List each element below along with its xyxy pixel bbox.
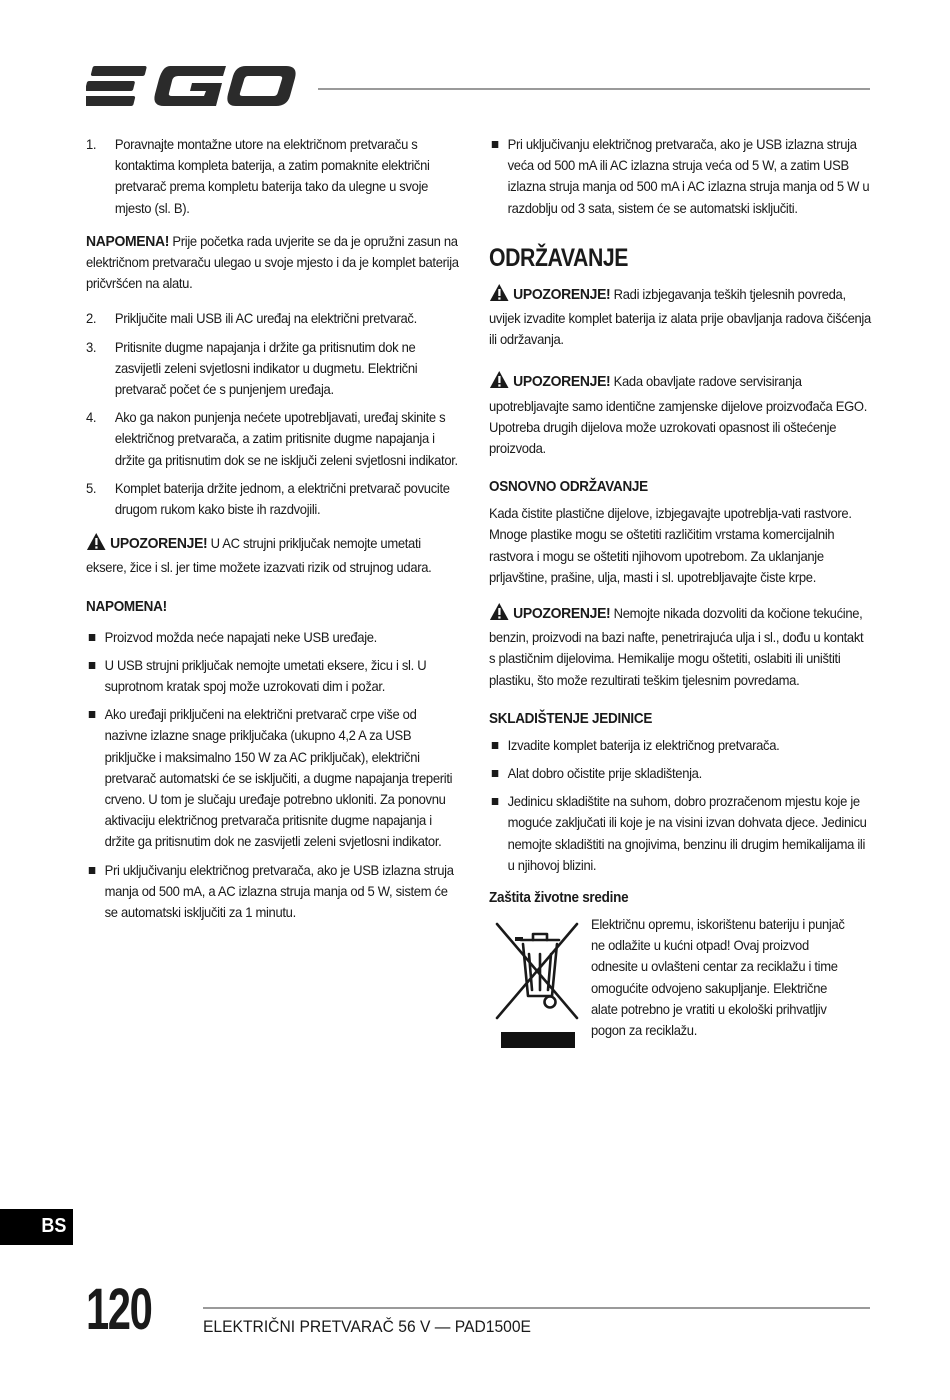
page-number: 120 [86, 1277, 152, 1342]
environment-heading: Zaštita životne sredine [489, 889, 629, 907]
footer-rule [203, 1307, 870, 1309]
note-heading: NAPOMENA! [86, 597, 167, 615]
note-paragraph [86, 231, 461, 295]
bullet-square-icon [489, 735, 508, 756]
step-4 [86, 407, 461, 471]
bullet-text: Izvadite komplet baterija iz električnog pretvarača. [507, 736, 780, 753]
bullet-item [86, 860, 461, 924]
bullet-item [86, 655, 461, 697]
crossed-out-bin-icon [489, 914, 591, 1054]
warning-text: Radi izbjegavanja teških tjelesnih povreda, uvijek izvadite komplet baterija iz alata prije obavljanja radova čišćenja ili održavanja. [489, 285, 871, 348]
ego-logo-mark [86, 62, 298, 112]
step-number: 4. [86, 409, 97, 426]
warning-label: UPOZORENJE! [513, 373, 611, 391]
bullet-item [489, 763, 872, 784]
warning-text: Nemojte nikada dozvoliti da kočione tekućine, benzin, proizvodi na bazi nafte, penetrirajuća ulja i sl., dođu u kontakt s plastičnim dijelovima. Hemikalije mogu oštetiti, oslabiti ili uništiti plastiku, što može rezultirati teškim tjelesnim povredama. [489, 605, 864, 688]
step-text: Komplet baterija držite jednom, a električni pretvarač povucite drugom rukom kako biste ih razdvojili. [114, 479, 450, 518]
bullet-square-icon [86, 860, 105, 924]
bullet-square-icon [489, 791, 508, 876]
bullet-item [489, 791, 872, 876]
bullet-square-icon [86, 655, 105, 697]
warning-icon [86, 532, 106, 557]
right-column [489, 134, 872, 1055]
step-number: 3. [86, 338, 97, 355]
bullet-square-icon [86, 627, 105, 648]
step-number: 2. [86, 310, 97, 327]
bullet-item [489, 134, 872, 219]
warning-paragraph [86, 532, 461, 578]
note-label: NAPOMENA! [86, 232, 170, 250]
warning-label: UPOZORENJE! [513, 605, 611, 623]
bullet-square-icon [86, 704, 105, 852]
black-bar-symbol [501, 1032, 575, 1048]
warning-icon [489, 283, 509, 308]
warning-icon [489, 370, 509, 395]
bullet-text: Pri uključivanju električnog pretvarača, ako je USB izlazna struja manja od 500 mA, a AC izlazna struja manja od 5 W, sistem će se automatski isključiti za 1 minutu. [104, 861, 454, 921]
warning-paragraph [489, 370, 872, 459]
warning-label: UPOZORENJE! [513, 285, 611, 303]
step-text: Poravnajte montažne utore na električnom pretvaraču s kontaktima kompleta baterija, a zatim pomaknite električni pretvarač prema kompletu baterija tako da ulegne u svoje mjesto (sl. B). [114, 136, 430, 216]
left-column [86, 134, 461, 930]
step-3 [86, 337, 461, 401]
maintenance-heading: ODRŽAVANJE [489, 243, 629, 272]
bullet-text: Proizvod možda neće napajati neke USB uređaje. [104, 628, 377, 645]
footer-title: ELEKTRIČNI PRETVARAČ 56 V — PAD1500E [203, 1317, 531, 1336]
bullet-square-icon [489, 763, 508, 784]
bullet-text: Pri uključivanju električnog pretvarača, ako je USB izlazna struja veća od 500 mA ili AC izlazna struja veća od 5 W, a zatim USB izlazna struja manja od 500 mA i AC izlazna struja manja od 5 W u razdoblju od 3 sata, sistem će se automatski isključiti. [507, 136, 870, 216]
bullet-text: Ako uređaji priključeni na električni pretvarač crpe više od nazivne izlazne snage priključaka (ukupno 4,2 A za USB priključke i maksimalno 150 W za AC priključak), električni pretvarač automatski će se isključiti, a dugme napajanja treperiti crveno. U tom je slučaju uređaje potrebno ukloniti. Za ponovnu aktivaciju električnog pretvarača pritisnite dugme napajanja i držite ga pritisnutim dok ne zasvijetli zeleni svjetlosni indikator. [104, 706, 453, 850]
bullet-text: Alat dobro očistite prije skladištenja. [507, 765, 702, 782]
step-1 [86, 134, 461, 219]
note-text: Prije početka rada uvjerite se da je opružni zasun na električnom pretvaraču ulegao u svoje mjesto i da je komplet baterija pričvršćen na alatu. [86, 232, 459, 292]
basic-maintenance-text: Kada čistite plastične dijelove, izbjegavajte upotreblja-vati rastvore. Mnoge plastike mogu se oštetiti različitim vrstama komercijalnih rastvora i mogu se oštetiti njihovom upotrebom. Za uklanjanje prljavštine, prašine, ulja, masti i sl. upotrebljavajte čiste krpe. [489, 505, 852, 585]
warning-paragraph [489, 283, 872, 351]
header-rule [318, 88, 870, 90]
warning-text: Kada obavljate radove servisiranja upotrebljavajte samo identične zamjenske dijelove proizvođača EGO. Upotreba drugih dijelova može uzrokovati opasnost ili oštećenje proizvoda. [489, 373, 868, 457]
language-code: BS [41, 1215, 67, 1237]
bullet-item [489, 735, 872, 756]
warning-icon [489, 602, 509, 627]
storage-heading: SKLADIŠTENJE JEDINICE [489, 709, 653, 727]
step-2 [86, 308, 461, 329]
step-text: Ako ga nakon punjenja nećete upotrebljavati, uređaj skinite s električnog pretvarača, a zatim pritisnite dugme napajanja i držite ga pritisnutim dok se ne isključi zeleni svjetlosni indikator. [114, 409, 458, 468]
bullet-text: U USB strujni priključak nemojte umetati eksere, žicu i sl. U suprotnom kratak spoj može uzrokovati dim i požar. [104, 656, 427, 695]
warning-paragraph [489, 602, 872, 691]
bullet-text: Jedinicu skladištite na suhom, dobro prozračenom mjestu koje je moguće zaključati ili koje je na visini izvan dohvata djece. Jedinicu nemojte skladištiti na gnojivima, benzinu ili drugim hemikalijama ili u njihovoj blizini. [507, 793, 867, 873]
step-5 [86, 478, 461, 520]
step-number: 5. [86, 479, 97, 496]
environment-block [489, 914, 872, 1055]
language-tab [0, 1209, 73, 1245]
bullet-item [86, 627, 461, 648]
step-number: 1. [86, 136, 97, 152]
brand-name [298, 62, 299, 63]
bullet-item [86, 704, 461, 852]
environment-text: Električnu opremu, iskorištenu bateriju i punjač ne odlažite u kućni otpad! Ovaj proizvod odnesite u ovlašteni centar za reciklažu i time omogućite odvojeno sakupljanje. Električne alate potrebno je vratiti u ekološki prihvatljiv pogon za reciklažu. [591, 916, 845, 1039]
warning-text: U AC strujni priključak nemojte umetati eksere, žice i sl. jer time možete izazvati rizik od strujnog udara. [86, 535, 432, 576]
bullet-square-icon [489, 134, 508, 219]
basic-maintenance-heading: OSNOVNO ODRŽAVANJE [489, 478, 648, 496]
warning-label: UPOZORENJE! [110, 535, 208, 553]
ego-logo [86, 62, 298, 117]
step-text: Priključite mali USB ili AC uređaj na električni pretvarač. [114, 310, 417, 327]
step-text: Pritisnite dugme napajanja i držite ga pritisnutim dok ne zasvijetli zeleni svjetlosni indikator u dugmetu. Električni pretvarač počet će s punjenjem uređaja. [114, 338, 418, 398]
